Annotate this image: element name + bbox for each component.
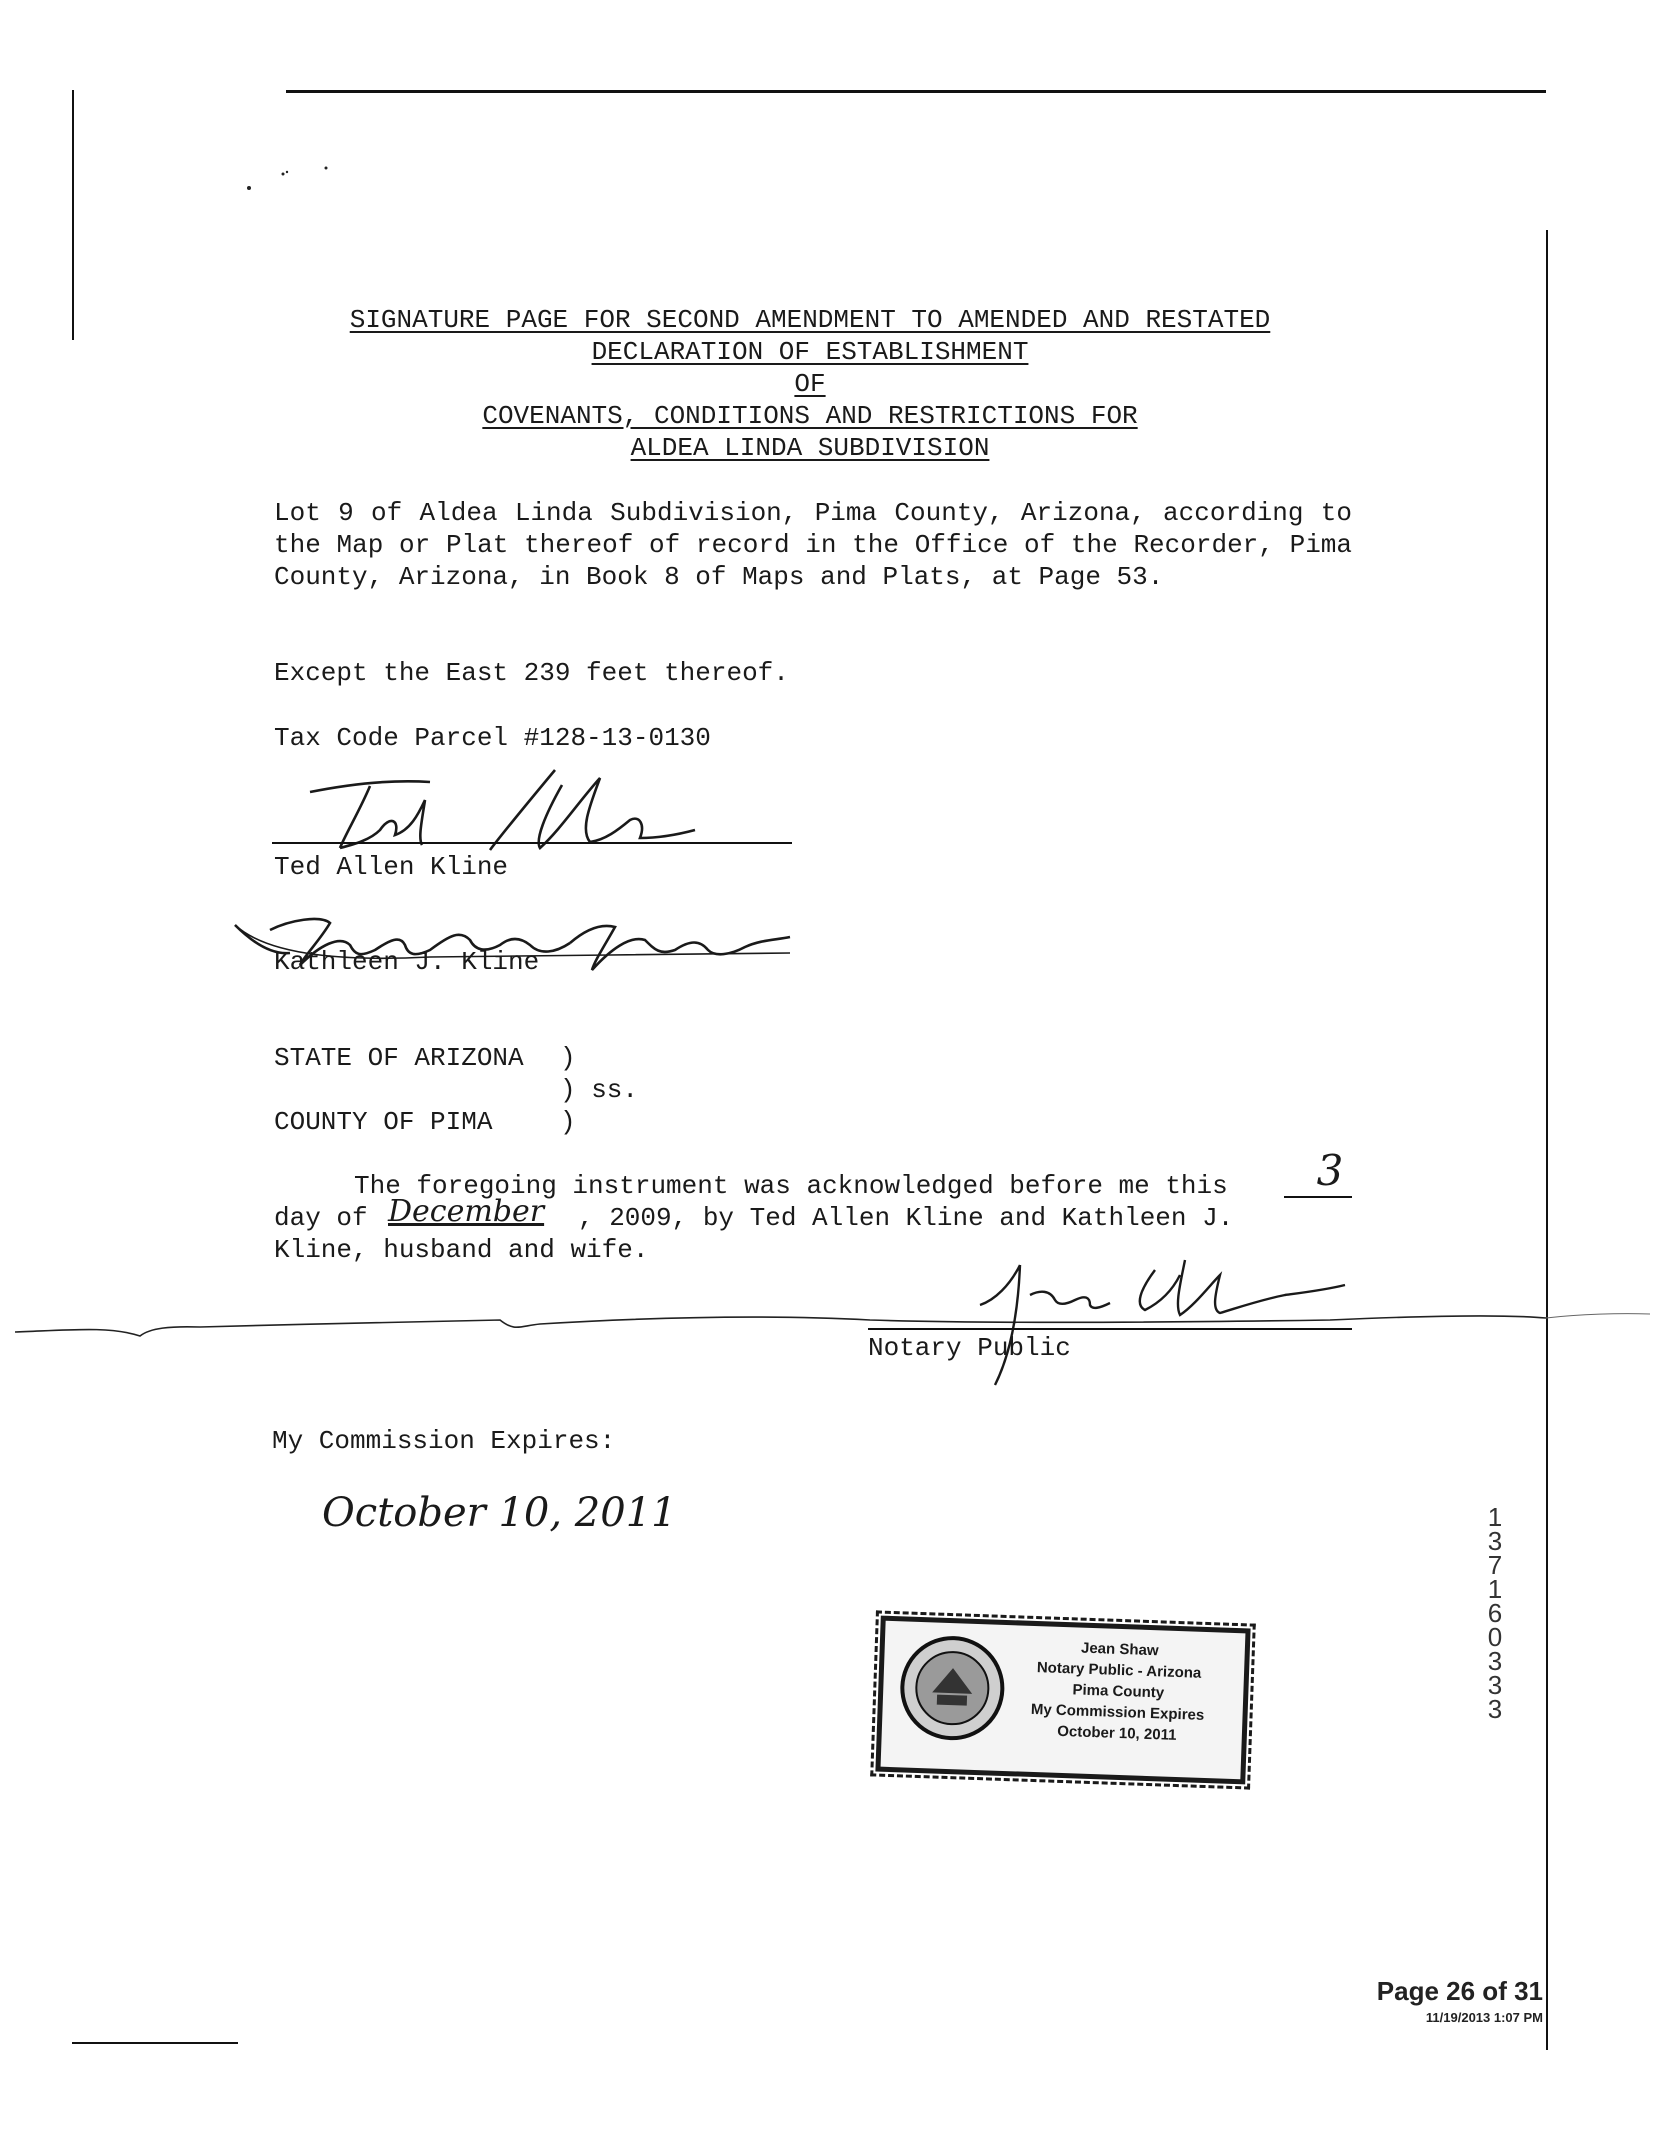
title-line-2: DECLARATION OF ESTABLISHMENT bbox=[591, 337, 1029, 367]
top-border-rule bbox=[286, 90, 1546, 93]
venue-ss: ) ss. bbox=[560, 1075, 639, 1105]
seal-county: Pima County bbox=[1072, 1681, 1165, 1702]
print-timestamp: 11/19/2013 1:07 PM bbox=[1425, 2010, 1543, 2025]
ack-month-handwritten: December bbox=[388, 1194, 545, 1229]
page-number: Page 26 of 31 bbox=[1376, 1976, 1543, 2006]
ack-text-2: day of bbox=[274, 1203, 368, 1233]
scan-fold-line bbox=[0, 1296, 1664, 1346]
scan-specks bbox=[245, 162, 335, 192]
commission-label: My Commission Expires: bbox=[272, 1426, 616, 1456]
ack-text-1: The foregoing instrument was acknowledged before me this bbox=[354, 1171, 1228, 1201]
title-line-5: ALDEA LINDA SUBDIVISION bbox=[630, 433, 990, 463]
venue-paren-3: ) bbox=[560, 1107, 576, 1137]
seal-text bbox=[1002, 1635, 1236, 1748]
signer-name-1: Ted Allen Kline bbox=[274, 852, 509, 882]
right-edge-line bbox=[1546, 230, 1548, 2050]
legal-description: Lot 9 of Aldea Linda Subdivision, Pima County, Arizona, according to the Map or Plat thereof of record in the Office of the Recorder, Pima County, Arizona, in Book 8 of Maps and Plats, at Page 53. bbox=[274, 498, 1352, 592]
title-line-3: OF bbox=[794, 369, 826, 399]
ack-day-handwritten: 3 bbox=[1316, 1146, 1344, 1195]
signature-line-1 bbox=[272, 842, 792, 844]
recording-number-text: 13716 0333 bbox=[1487, 1502, 1503, 1724]
seal-title: Notary Public - Arizona bbox=[1036, 1659, 1202, 1682]
title-line-4: COVENANTS, CONDITIONS AND RESTRICTIONS FOR bbox=[482, 401, 1138, 431]
ack-text-4: Kline, husband and wife. bbox=[274, 1235, 649, 1265]
title-line-1: SIGNATURE PAGE FOR SECOND AMENDMENT TO AMENDED AND RESTATED bbox=[349, 305, 1271, 335]
signature-ted-kline bbox=[300, 760, 720, 860]
left-margin-line bbox=[72, 90, 74, 340]
seal-commission: My Commission Expires bbox=[1030, 1700, 1205, 1724]
venue-paren-1: ) bbox=[560, 1043, 576, 1073]
seal-name: Jean Shaw bbox=[1080, 1639, 1159, 1660]
notary-signature bbox=[940, 1245, 1350, 1395]
arizona-seal-icon bbox=[895, 1631, 1009, 1745]
tax-parcel: Tax Code Parcel #128-13-0130 bbox=[274, 723, 711, 753]
seal-expires: October 10, 2011 bbox=[1056, 1722, 1177, 1744]
exception-clause: Except the East 239 feet thereof. bbox=[274, 658, 789, 688]
notary-signature-line bbox=[868, 1328, 1352, 1330]
venue-state: STATE OF ARIZONA bbox=[274, 1043, 524, 1073]
notary-label: Notary Public bbox=[868, 1333, 1071, 1363]
bottom-left-rule bbox=[72, 2042, 238, 2044]
recording-number bbox=[1485, 1502, 1515, 1724]
notary-seal-stamp bbox=[875, 1616, 1250, 1785]
ack-day-line bbox=[1284, 1196, 1352, 1198]
ack-text-3: , 2009, by Ted Allen Kline and Kathleen J. bbox=[578, 1203, 1234, 1233]
commission-date-handwritten: October 10, 2011 bbox=[322, 1490, 677, 1536]
signer-name-2: Kathleen J. Kline bbox=[274, 947, 540, 977]
venue-county: COUNTY OF PIMA bbox=[274, 1107, 493, 1137]
